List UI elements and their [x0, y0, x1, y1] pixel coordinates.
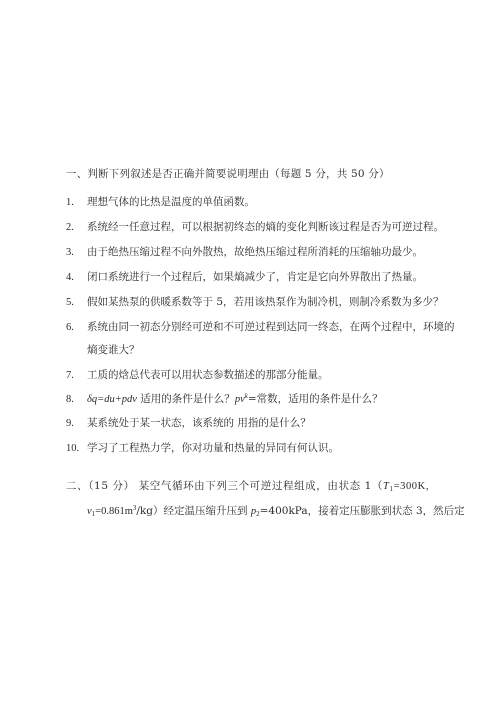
question-number: 4. — [66, 272, 74, 283]
question-text: 理想气体的比热是温度的单值函数。 — [87, 196, 255, 208]
formula-first-law: δq=du+pdv — [87, 394, 137, 405]
question-text: 系统由同一初态分别经可逆和不可逆过程到达同一终态，在两个过程中，环境的 — [87, 321, 455, 333]
question-text: 工质的焓总代表可以用状态参数描述的那部分能量。 — [87, 369, 329, 381]
question-number: 1. — [66, 197, 74, 208]
question-10 — [66, 440, 339, 455]
question-6 — [66, 319, 455, 334]
question-number: 2. — [66, 222, 74, 233]
question-8 — [66, 391, 383, 406]
symbol-v: v — [87, 506, 92, 517]
section-2-line-1 — [66, 478, 429, 493]
question-text: 系统经一任意过程，可以根据初终态的熵的变化判断该过程是否为可逆过程。 — [87, 221, 444, 233]
unit-text: /kg）经定温压缩升压到 — [136, 505, 251, 517]
exponent-3: 3 — [132, 504, 137, 512]
question-number: 6. — [66, 322, 74, 333]
question-5 — [66, 294, 444, 309]
symbol-T: T — [383, 481, 390, 492]
subscript-2: 2 — [256, 510, 260, 518]
question-number: 7. — [66, 370, 74, 381]
question-number: 3. — [66, 247, 74, 258]
subscript-1: 1 — [91, 510, 96, 518]
question-text: 由于绝热压缩过程不向外散热，故绝热压缩过程所消耗的压缩轴功最少。 — [87, 246, 423, 258]
question-text: 某系统处于某一状态，该系统的 用指的是什么？ — [87, 417, 311, 429]
value-p2: =400kPa，接着定压膨胀到状态 3，然后定 — [259, 505, 465, 517]
question-text-2: =常数，适用的条件是什么？ — [247, 393, 383, 405]
question-text: 假如某热泵的供暖系数等于 5，若用该热泵作为制冷机，则制冷系数为多少？ — [87, 296, 444, 308]
value-T1: =300K, — [393, 481, 430, 492]
symbol-p: p — [250, 506, 257, 517]
question-9 — [66, 415, 311, 430]
question-3 — [66, 244, 423, 259]
section-1-title: 一、判断下列叙述是否正确并简要说明理由（每题 5 分，共 50 分） — [66, 168, 390, 180]
question-4 — [66, 269, 423, 284]
question-7 — [66, 367, 329, 382]
section-2-line-2 — [87, 503, 465, 518]
question-6-continuation: 熵变谁大？ — [87, 344, 140, 356]
question-number: 5. — [66, 297, 74, 308]
question-number: 10. — [66, 443, 80, 454]
question-text: 学习了工程热力学，你对功量和热量的异同有何认识。 — [87, 442, 339, 454]
question-2 — [66, 219, 444, 234]
question-number: 9. — [66, 418, 74, 429]
question-number: 8. — [66, 394, 74, 405]
formula-exponent-k: k — [244, 392, 248, 400]
section-2-lead: 二、（15 分） 某空气循环由下列三个可逆过程组成，由状态 1（ — [66, 480, 384, 492]
formula-pv: pv — [234, 394, 245, 405]
question-text: 适用的条件是什么？ — [136, 393, 235, 405]
value-v1: =0.861m — [95, 506, 133, 517]
question-text: 闭口系统进行一个过程后，如果熵减少了，肯定是它向外界散出了热量。 — [87, 271, 423, 283]
question-1 — [66, 194, 255, 209]
subscript-1: 1 — [389, 485, 394, 493]
